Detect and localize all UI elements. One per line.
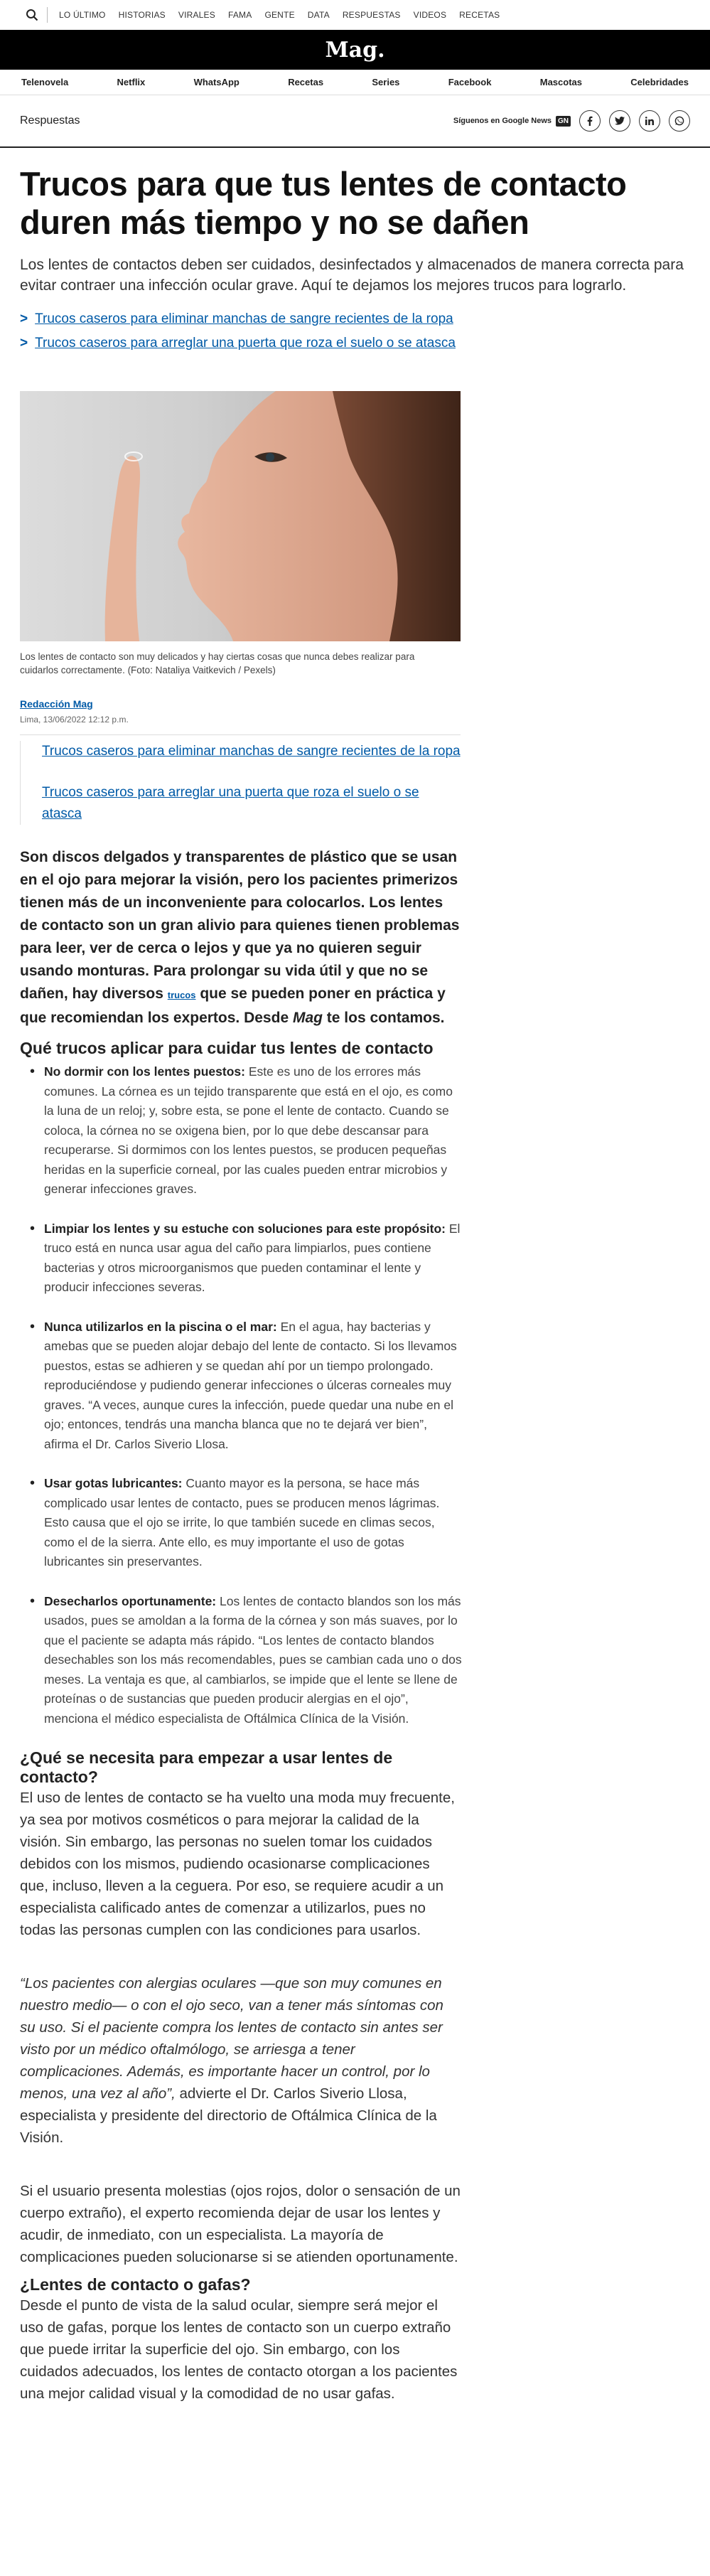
- category-bar: [0, 70, 710, 95]
- category-whatsapp[interactable]: WhatsApp: [193, 77, 240, 87]
- topnav-item-respuestas[interactable]: RESPUESTAS: [342, 10, 401, 20]
- related-link[interactable]: Trucos caseros para eliminar manchas de sangre recientes de la ropa: [42, 744, 461, 759]
- section-heading: ¿Qué se necesita para empezar a usar lentes de contacto?: [20, 1748, 393, 1786]
- category-mascotas[interactable]: Mascotas: [539, 77, 582, 87]
- tip-text: El truco está en nunca usar agua del caño para limpiarlos, pues contiene bacterias y otros microorganismos que pueden contaminar el lente y producir infecciones severas.: [44, 1221, 461, 1294]
- lead-text: Mag: [292, 1010, 323, 1026]
- inline-link-trucos[interactable]: trucos: [167, 990, 196, 1000]
- chevron-right-icon: >: [20, 311, 28, 326]
- article-body: [20, 846, 462, 2405]
- quote-text: “Los pacientes con alergias oculares —que son muy comunes en nuestro medio— o con el ojo seco, van a tener más síntomas con su uso. Si el paciente compra los lentes de contacto sin antes ser visto por un médico oftalmólogo, se arriesga a tener complicaciones. Además, es importante hacer un control, por lo menos, una vez al año”,: [20, 1975, 443, 2102]
- chevron-right-icon: >: [20, 336, 28, 351]
- section-link[interactable]: Respuestas: [20, 114, 80, 127]
- google-news-follow[interactable]: [453, 116, 571, 127]
- divider: [20, 734, 461, 735]
- quote-paragraph: [20, 1972, 462, 2149]
- paragraph: Desde el punto de vista de la salud ocular, siempre será mejor el uso de gafas, porque los lentes de contacto son un cuerpo extraño que puede irritar la superficie del ojo. Sin embargo, con los cuidados adecuados, los lentes de contacto otorgan a los pacientes una mejor calidad visual y la comodidad de no usar gafas.: [20, 2297, 458, 2402]
- social-share: [453, 110, 690, 132]
- article: [0, 165, 710, 2405]
- brand-bar: [0, 30, 710, 70]
- google-news-label: Síguenos en Google News: [453, 117, 552, 125]
- site-logo[interactable]: Mag.: [325, 37, 385, 63]
- byline: [20, 698, 690, 725]
- list-item: [20, 1592, 462, 1729]
- lead-paragraph: [20, 846, 462, 1030]
- article-headline: Trucos para que tus lentes de contacto duren más tiempo y no se dañen: [20, 165, 627, 241]
- related-links-top: [20, 307, 690, 356]
- tip-title: Limpiar los lentes y su estuche con soluciones para este propósito:: [44, 1221, 446, 1236]
- related-links-box: [20, 741, 461, 825]
- twitter-icon[interactable]: [609, 110, 630, 132]
- list-item: [20, 1318, 462, 1455]
- related-link-item: [20, 307, 690, 331]
- topnav-item-videos[interactable]: VIDEOS: [413, 10, 447, 20]
- tip-title: Desecharlos oportunamente:: [44, 1593, 217, 1608]
- tip-title: Nunca utilizarlos en la piscina o el mar:: [44, 1319, 277, 1334]
- divider: [47, 7, 48, 23]
- article-summary: Los lentes de contactos deben ser cuidados, desinfectados y almacenados de manera correcta para evitar contraer una infección ocular grave. Aquí te dejamos los mejores trucos para lograrlo.: [20, 257, 684, 294]
- section-bar: [0, 95, 710, 148]
- google-news-icon: GN: [556, 116, 571, 127]
- search-icon[interactable]: [24, 7, 40, 23]
- lead-text: te los contamos.: [322, 1010, 445, 1026]
- tip-title: Usar gotas lubricantes:: [44, 1476, 183, 1490]
- whatsapp-icon[interactable]: [669, 110, 690, 132]
- topnav-item-fama[interactable]: FAMA: [227, 10, 252, 20]
- top-nav: [59, 10, 500, 20]
- publish-date: Lima, 13/06/2022 12:12 p.m.: [20, 715, 129, 725]
- quote-attribution: advierte el Dr. Carlos Siverio Llosa, especialista y presidente del directorio de Oftálmica Clínica de la Visión.: [20, 2085, 437, 2146]
- lead-text: Son discos delgados y transparentes de plástico que se usan en el ojo para mejorar la visión, pero los pacientes primerizos tienen más de un inconveniente para colocarlos. Los lentes de contacto son un gran alivio para quienes tienen problemas para leer, ver de cerca o lejos y que ya no quieren seguir usando monturas. Para prolongar su vida útil y que no se dañen, hay diversos: [20, 849, 460, 1002]
- section-heading: ¿Lentes de contacto o gafas?: [20, 2275, 251, 2294]
- list-item: [20, 1219, 462, 1298]
- lead-text: que se pueden poner en práctica y que recomiendan los expertos. Desde: [20, 985, 446, 1026]
- tip-text: En el agua, hay bacterias y amebas que se pueden alojar debajo del lente de contacto. Si los llevamos puestos, estas se adhieren y se quedan ahí por un tiempo prolongado. reproduciéndose y pudiendo generar infecciones o úlceras corneales muy graves. “A veces, aunque cures la infección, puede quedar una nube en el ojo; entonces, tendrás una mancha blanca que no te dejará ver bien”, afirma el Dr. Carlos Siverio Llosa.: [44, 1319, 457, 1451]
- tip-text: Este es uno de los errores más comunes. La córnea es un tejido transparente que está en el ojo, es como la luna de un reloj; y, sobre esta, se pone el lente de contacto. Cuando se coloca, la córnea no se oxigena bien, por lo que debe descansar para recuperarse. Si dormimos con los lentes puestos, se producen pequeñas heridas en la superficie corneal, por las cuales pueden entrar microbios y generar infecciones graves.: [44, 1064, 453, 1196]
- linkedin-icon[interactable]: [639, 110, 660, 132]
- paragraph: Si el usuario presenta molestias (ojos rojos, dolor o sensación de un cuerpo extraño), el experto recomienda dejar de usar los lentes y acudir, de inmediato, con un especialista. La mayoría de complicaciones pueden solucionarse si se atienden oportunamente.: [20, 2183, 461, 2265]
- article-photo[interactable]: [20, 391, 461, 641]
- category-netflix[interactable]: Netflix: [117, 77, 146, 87]
- related-link[interactable]: Trucos caseros para arreglar una puerta que roza el suelo o se atasca: [35, 336, 456, 351]
- related-link-item: [20, 331, 690, 356]
- tips-list: [20, 1062, 462, 1728]
- category-series[interactable]: Series: [372, 77, 400, 87]
- topnav-item-lo-ultimo[interactable]: LO ÚLTIMO: [59, 10, 106, 20]
- related-link[interactable]: Trucos caseros para arreglar una puerta que roza el suelo o se atasca: [42, 785, 419, 821]
- category-celebridades[interactable]: Celebridades: [630, 77, 689, 87]
- section-heading: Qué trucos aplicar para cuidar tus lentes de contacto: [20, 1039, 434, 1057]
- facebook-icon[interactable]: [579, 110, 601, 132]
- category-telenovela[interactable]: Telenovela: [21, 77, 69, 87]
- category-facebook[interactable]: Facebook: [448, 77, 492, 87]
- category-recetas[interactable]: Recetas: [288, 77, 324, 87]
- list-item: [20, 1062, 462, 1199]
- topnav-item-virales[interactable]: VIRALES: [178, 10, 215, 20]
- top-bar: [0, 0, 710, 30]
- paragraph: El uso de lentes de contacto se ha vuelto una moda muy frecuente, ya sea por motivos cosméticos o para mejorar la calidad de la visión. Sin embargo, las personas no suelen tomar los cuidados debidos con los mismos, pudiendo ocasionarse complicaciones que, incluso, lleven a la ceguera. Por eso, se requiere acudir a un especialista calificado antes de comenzar a utilizarlos, pues no todas las personas cumplen con las condiciones para usarlos.: [20, 1790, 455, 1938]
- topnav-item-historias[interactable]: HISTORIAS: [118, 10, 166, 20]
- topnav-item-data[interactable]: DATA: [307, 10, 330, 20]
- topnav-item-recetas[interactable]: RECETAS: [459, 10, 500, 20]
- photo-caption: Los lentes de contacto son muy delicados y hay ciertas cosas que nunca debes realizar para cuidarlos correctamente. (Foto: Nataliya Vaitkevich / Pexels): [20, 651, 415, 675]
- tip-text: Los lentes de contacto blandos son los más usados, pues se amoldan a la forma de la córnea y son más suaves, por lo que el paciente se adapta más rápido. “Los lentes de contacto blandos desechables son los más recomendables, pues se cambian cada uno o dos meses. La ventaja es que, al cambiarlos, se impide que el lente se llene de proteínas o de sustancias que pueden producir alergias en el ojo”, menciona el médico especialista de Oftálmica Clínica de la Visión.: [44, 1593, 462, 1726]
- article-figure: [20, 391, 461, 677]
- tip-title: No dormir con los lentes puestos:: [44, 1064, 245, 1079]
- author-link[interactable]: Redacción Mag: [20, 698, 93, 710]
- related-link[interactable]: Trucos caseros para eliminar manchas de sangre recientes de la ropa: [35, 311, 453, 326]
- topnav-item-gente[interactable]: GENTE: [264, 10, 295, 20]
- list-item: [20, 1474, 462, 1572]
- tip-text: Cuanto mayor es la persona, se hace más complicado usar lentes de contacto, pues se producen menos lágrimas. Esto causa que el ojo se irrite, lo que también sucede en climas secos, como el de la sierra. Ante ello, es muy importante el uso de gotas lubricantes sin preservantes.: [44, 1476, 440, 1568]
